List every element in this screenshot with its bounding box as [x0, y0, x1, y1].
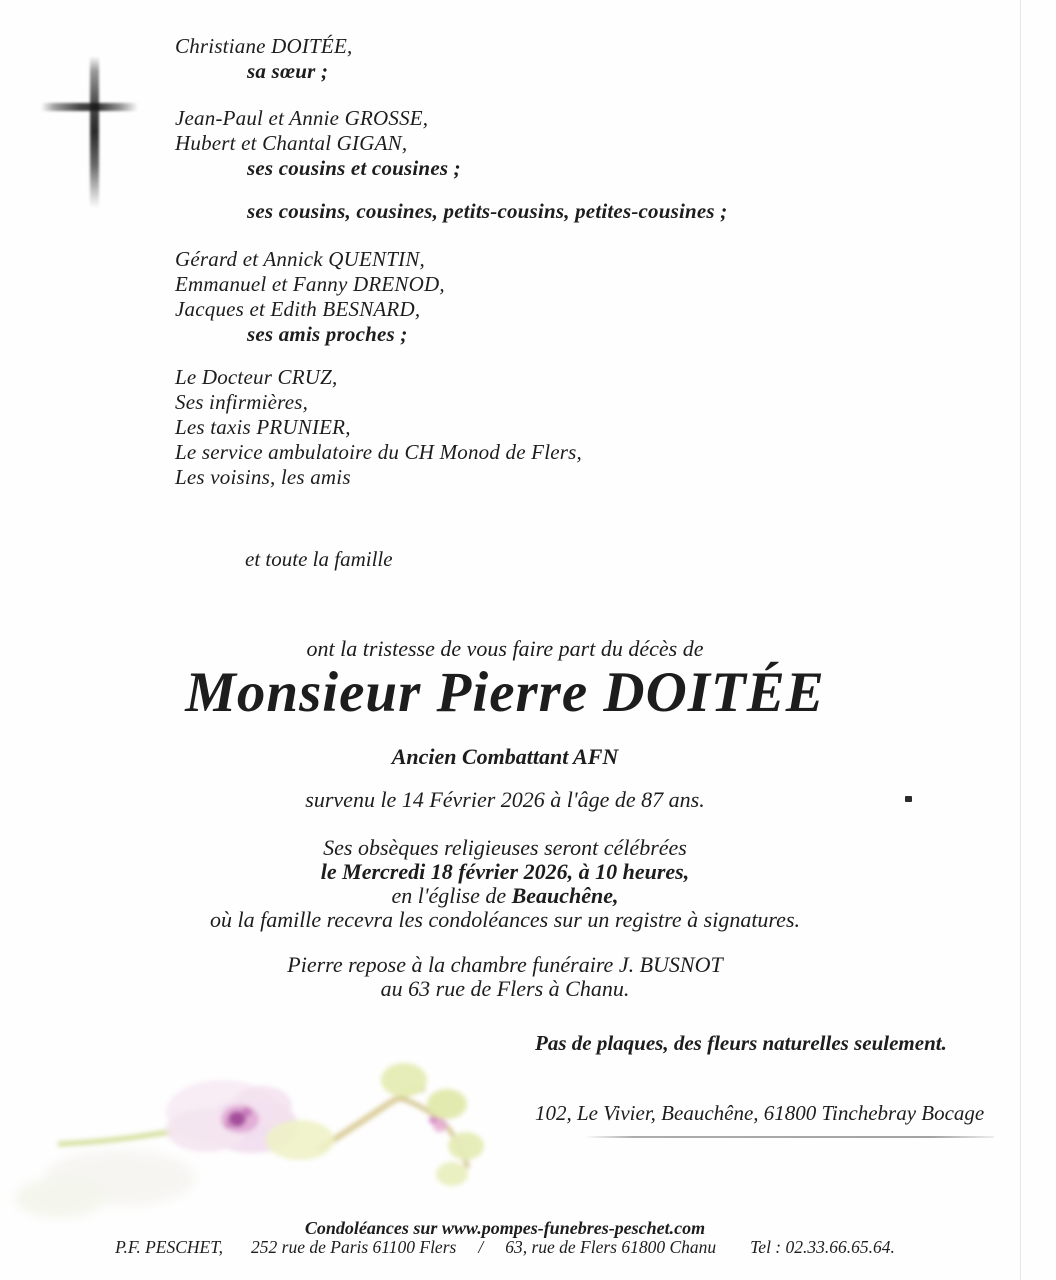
funeral-home-name: P.F. PESCHET,: [115, 1237, 224, 1257]
footer-condolences: Condoléances sur www.pompes-funebres-peschet.com: [304, 1218, 706, 1238]
ceremony-line: Ses obsèques religieuses seront célébrées: [323, 835, 687, 860]
family-line: Les taxis PRUNIER,: [175, 415, 351, 439]
family-line: Hubert et Chantal GIGAN,: [175, 131, 408, 155]
family-line: Emmanuel et Fanny DRENOD,: [175, 272, 445, 296]
cross-horizontal-bar: [41, 103, 138, 111]
repose-details: [0, 953, 1010, 1001]
ceremony-date: le Mercredi 18 février 2026, à 10 heures,: [320, 859, 690, 884]
footer-addresses: [0, 1237, 1010, 1258]
orchid-flower-image: [0, 1028, 520, 1238]
family-address: 102, Le Vivier, Beauchêne, 61800 Tinchebray Bocage: [535, 1101, 985, 1125]
family-line: Le service ambulatoire du CH Monod de Flers,: [175, 440, 582, 464]
scan-ink-dot: [905, 796, 912, 802]
ceremony-register: où la famille recevra les condoléances sur un registre à signatures.: [209, 907, 801, 932]
funeral-home-address-1: 252 rue de Paris 61100 Flers: [251, 1237, 457, 1257]
veteran-title: Ancien Combattant AFN: [391, 744, 619, 769]
scan-edge-line: [1020, 0, 1021, 1280]
repose-line: Pierre repose à la chambre funéraire J. BUSNOT: [287, 952, 723, 977]
family-line: Le Docteur CRUZ,: [175, 365, 338, 389]
family-closing: et toute la famille: [245, 547, 393, 571]
funeral-home-address-2: 63, rue de Flers 61800 Chanu: [505, 1237, 717, 1257]
family-line: Christiane DOITÉE,: [175, 34, 353, 58]
family-line: Jean-Paul et Annie GROSSE,: [175, 106, 429, 130]
repose-address: au 63 rue de Flers à Chanu.: [380, 976, 630, 1001]
funeral-home-phone: Tel : 02.33.66.65.64.: [750, 1237, 895, 1257]
family-relation: ses cousins et cousines ;: [247, 156, 461, 180]
death-statement: survenu le 14 Février 2026 à l'âge de 87 ans.: [305, 787, 705, 812]
address-divider: [584, 1136, 994, 1138]
deceased-name: Monsieur Pierre DOITÉE: [185, 661, 825, 724]
flowers-note: Pas de plaques, des fleurs naturelles seulement.: [535, 1031, 947, 1055]
announcement-intro: ont la tristesse de vous faire part du décès de: [306, 636, 704, 661]
ceremony-details: [0, 836, 1010, 932]
address-separator: /: [478, 1237, 484, 1257]
family-list: [175, 34, 727, 490]
family-relation: sa sœur ;: [247, 59, 329, 83]
ceremony-church: [0, 884, 1010, 908]
family-relation: ses cousins, cousines, petits-cousins, petites-cousines ;: [247, 199, 728, 223]
family-line: Jacques et Edith BESNARD,: [175, 297, 421, 321]
church-place: Beauchêne,: [511, 883, 619, 908]
family-line: Ses infirmières,: [175, 390, 309, 414]
church-prefix: en l'église de: [391, 883, 512, 908]
family-relation: ses amis proches ;: [247, 322, 408, 346]
family-line: Les voisins, les amis: [175, 465, 351, 489]
memorial-cross-icon: [36, 52, 146, 214]
cross-vertical-bar: [90, 56, 99, 208]
family-line: Gérard et Annick QUENTIN,: [175, 247, 425, 271]
